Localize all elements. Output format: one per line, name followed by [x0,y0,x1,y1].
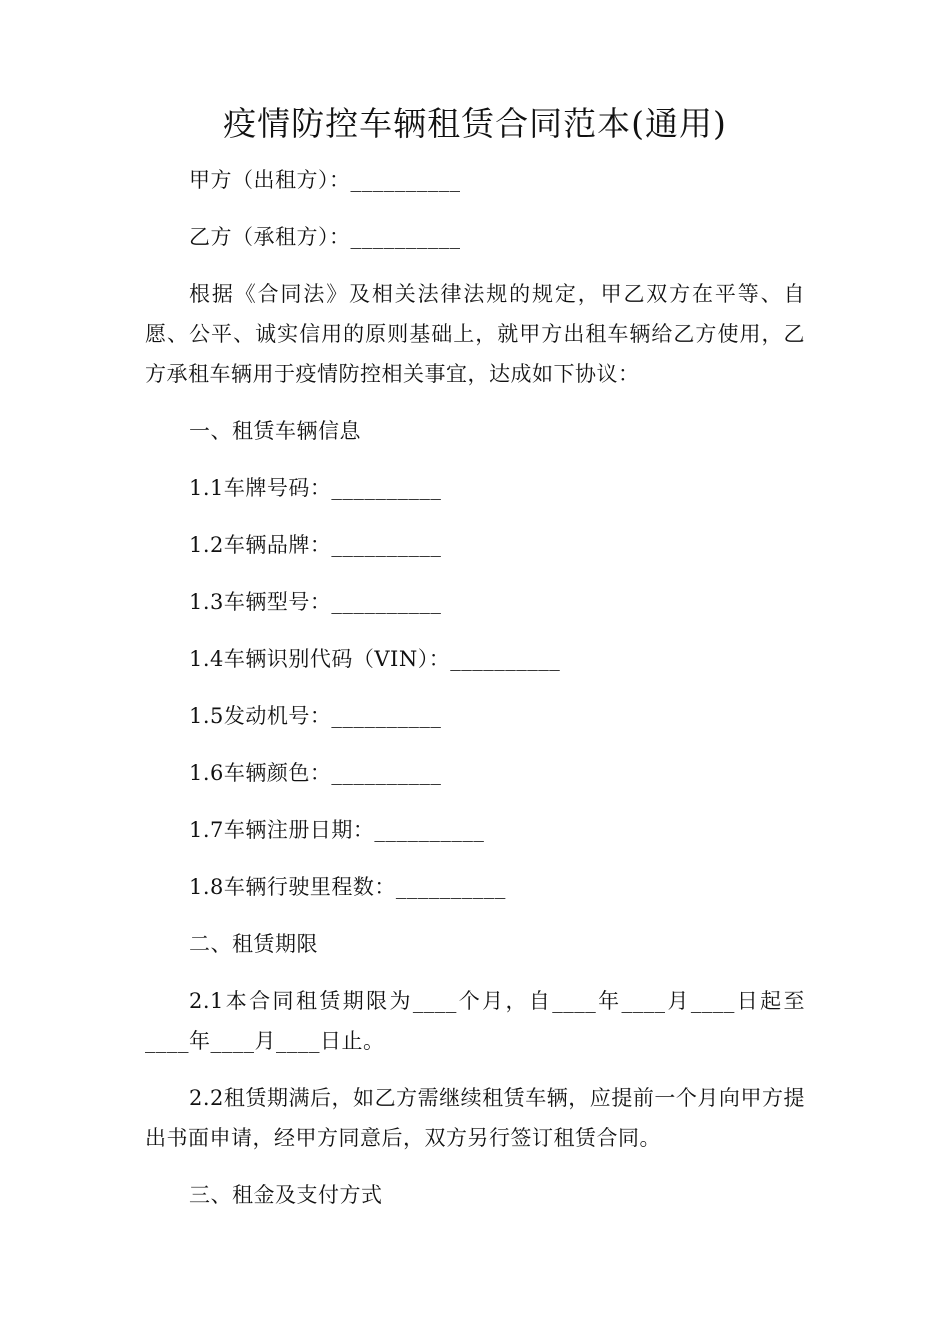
clause-plate-number: 1.1车牌号码：__________ [189,476,442,500]
clause-vehicle-brand: 1.2车辆品牌：__________ [189,533,442,557]
clause-vehicle-color: 1.6车辆颜色：__________ [189,761,442,785]
section-heading-vehicle-info: 一、租赁车辆信息 [189,419,361,443]
clause-vin: 1.4车辆识别代码（VIN）：__________ [189,647,561,671]
document-body [145,160,805,1232]
party-a-line: 甲方（出租方）：__________ [189,168,461,192]
clause-registration-date: 1.7车辆注册日期：__________ [189,818,485,842]
clause-lease-period: 2.1本合同租赁期限为____个月，自____年____月____日起至____年____月____日止。 [145,989,805,1053]
preamble-paragraph: 根据《合同法》及相关法律法规的规定，甲乙双方在平等、自愿、公平、诚实信用的原则基础上，就甲方出租车辆给乙方使用，乙方承租车辆用于疫情防控相关事宜，达成如下协议： [145,282,805,386]
document-title: 疫情防控车辆租赁合同范本(通用) [223,104,727,143]
clause-vehicle-model: 1.3车辆型号：__________ [189,590,442,614]
party-b-line: 乙方（承租方）：__________ [189,225,461,249]
clause-engine-number: 1.5发动机号：__________ [189,704,442,728]
section-heading-lease-term: 二、租赁期限 [189,932,318,956]
clause-mileage: 1.8车辆行驶里程数：__________ [189,875,506,899]
clause-lease-renewal: 2.2租赁期满后，如乙方需继续租赁车辆，应提前一个月向甲方提出书面申请，经甲方同意后，双方另行签订租赁合同。 [145,1086,805,1150]
section-heading-rent-payment: 三、租金及支付方式 [189,1183,383,1207]
